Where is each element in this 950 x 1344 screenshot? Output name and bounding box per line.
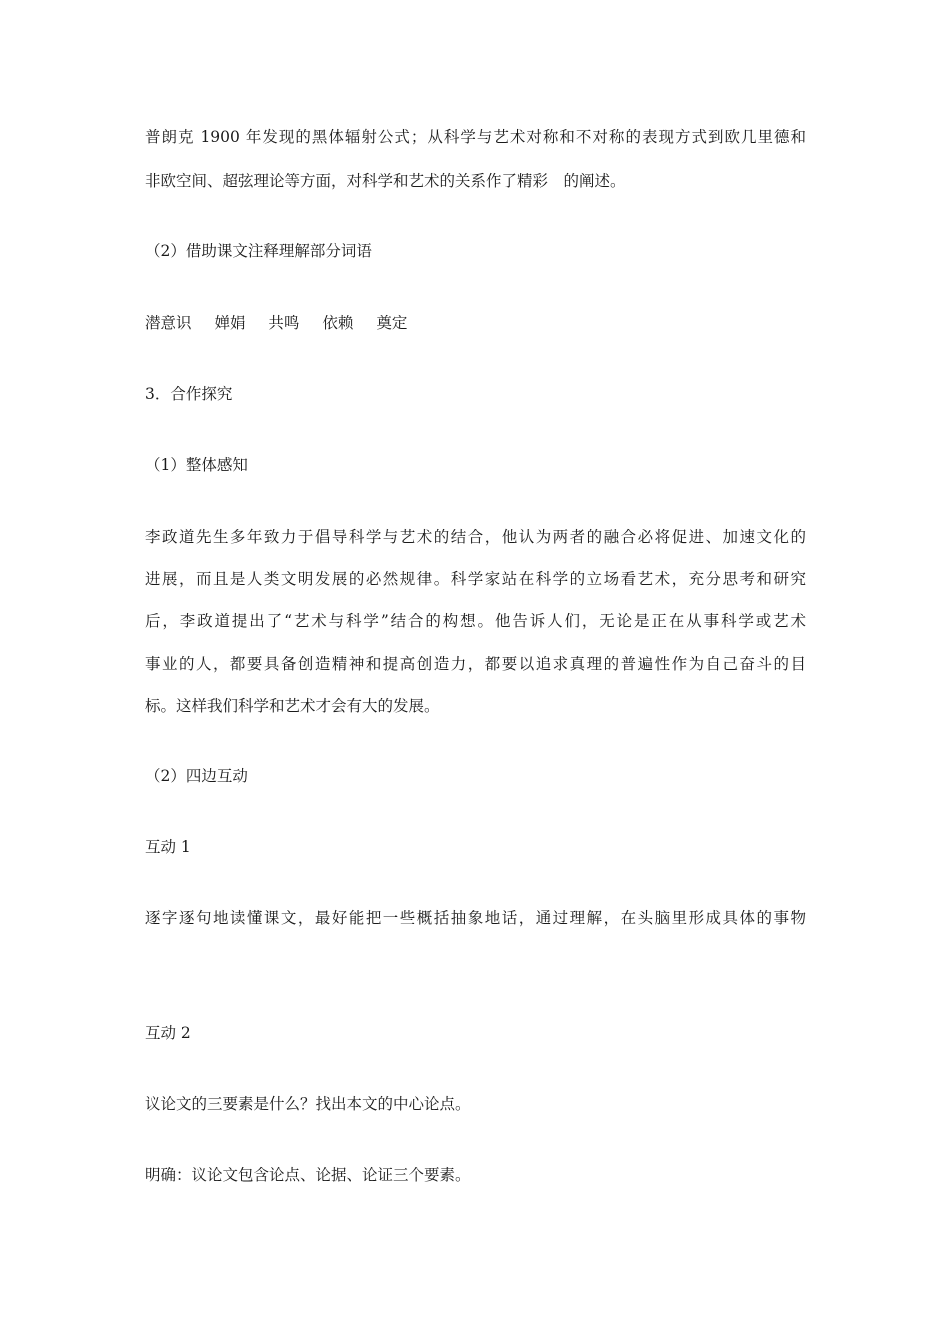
interaction-2-title: 互动 2	[145, 1024, 191, 1042]
section-3-heading: 3．合作探究	[145, 385, 233, 403]
interaction-heading: （2）四边互动	[145, 767, 248, 785]
overall-paragraph-line-4: 事业的人，都要具备创造精神和提高创造力，都要以追求真理的普遍性作为自己奋斗的目	[145, 655, 806, 673]
overall-paragraph-line-2: 进展，而且是人类文明发展的必然规律。科学家站在科学的立场看艺术，充分思考和研究	[145, 570, 806, 588]
vocab-word-list	[145, 313, 425, 333]
overall-paragraph-line-3: 后，李政道提出了“艺术与科学”结合的构想。他告诉人们，无论是正在从事科学或艺术	[145, 612, 806, 630]
interaction-2-answer: 明确：议论文包含论点、论据、论证三个要素。	[145, 1166, 471, 1184]
interaction-2-question: 议论文的三要素是什么？找出本文的中心论点。	[145, 1095, 471, 1113]
vocab-word: 婵娟	[214, 314, 246, 332]
vocab-word: 共鸣	[268, 314, 300, 332]
vocab-word: 潜意识	[145, 314, 192, 332]
vocab-word: 奠定	[376, 314, 408, 332]
overall-paragraph-line-5: 标。这样我们科学和艺术才会有大的发展。	[145, 697, 440, 715]
intro-paragraph-line-1: 普朗克 1900 年发现的黑体辐射公式；从科学与艺术对称和不对称的表现方式到欧几里德和	[145, 128, 806, 146]
vocab-heading: （2）借助课文注释理解部分词语	[145, 242, 372, 260]
vocab-word: 依赖	[322, 314, 354, 332]
intro-paragraph-line-2: 非欧空间、超弦理论等方面，对科学和艺术的关系作了精彩 的阐述。	[145, 172, 626, 190]
overall-perception-heading: （1）整体感知	[145, 456, 248, 474]
interaction-1-title: 互动 1	[145, 838, 191, 856]
interaction-1-text: 逐字逐句地读懂课文，最好能把一些概括抽象地话，通过理解，在头脑里形成具体的事物	[145, 909, 806, 927]
overall-paragraph-line-1: 李政道先生多年致力于倡导科学与艺术的结合，他认为两者的融合必将促进、加速文化的	[145, 528, 806, 546]
